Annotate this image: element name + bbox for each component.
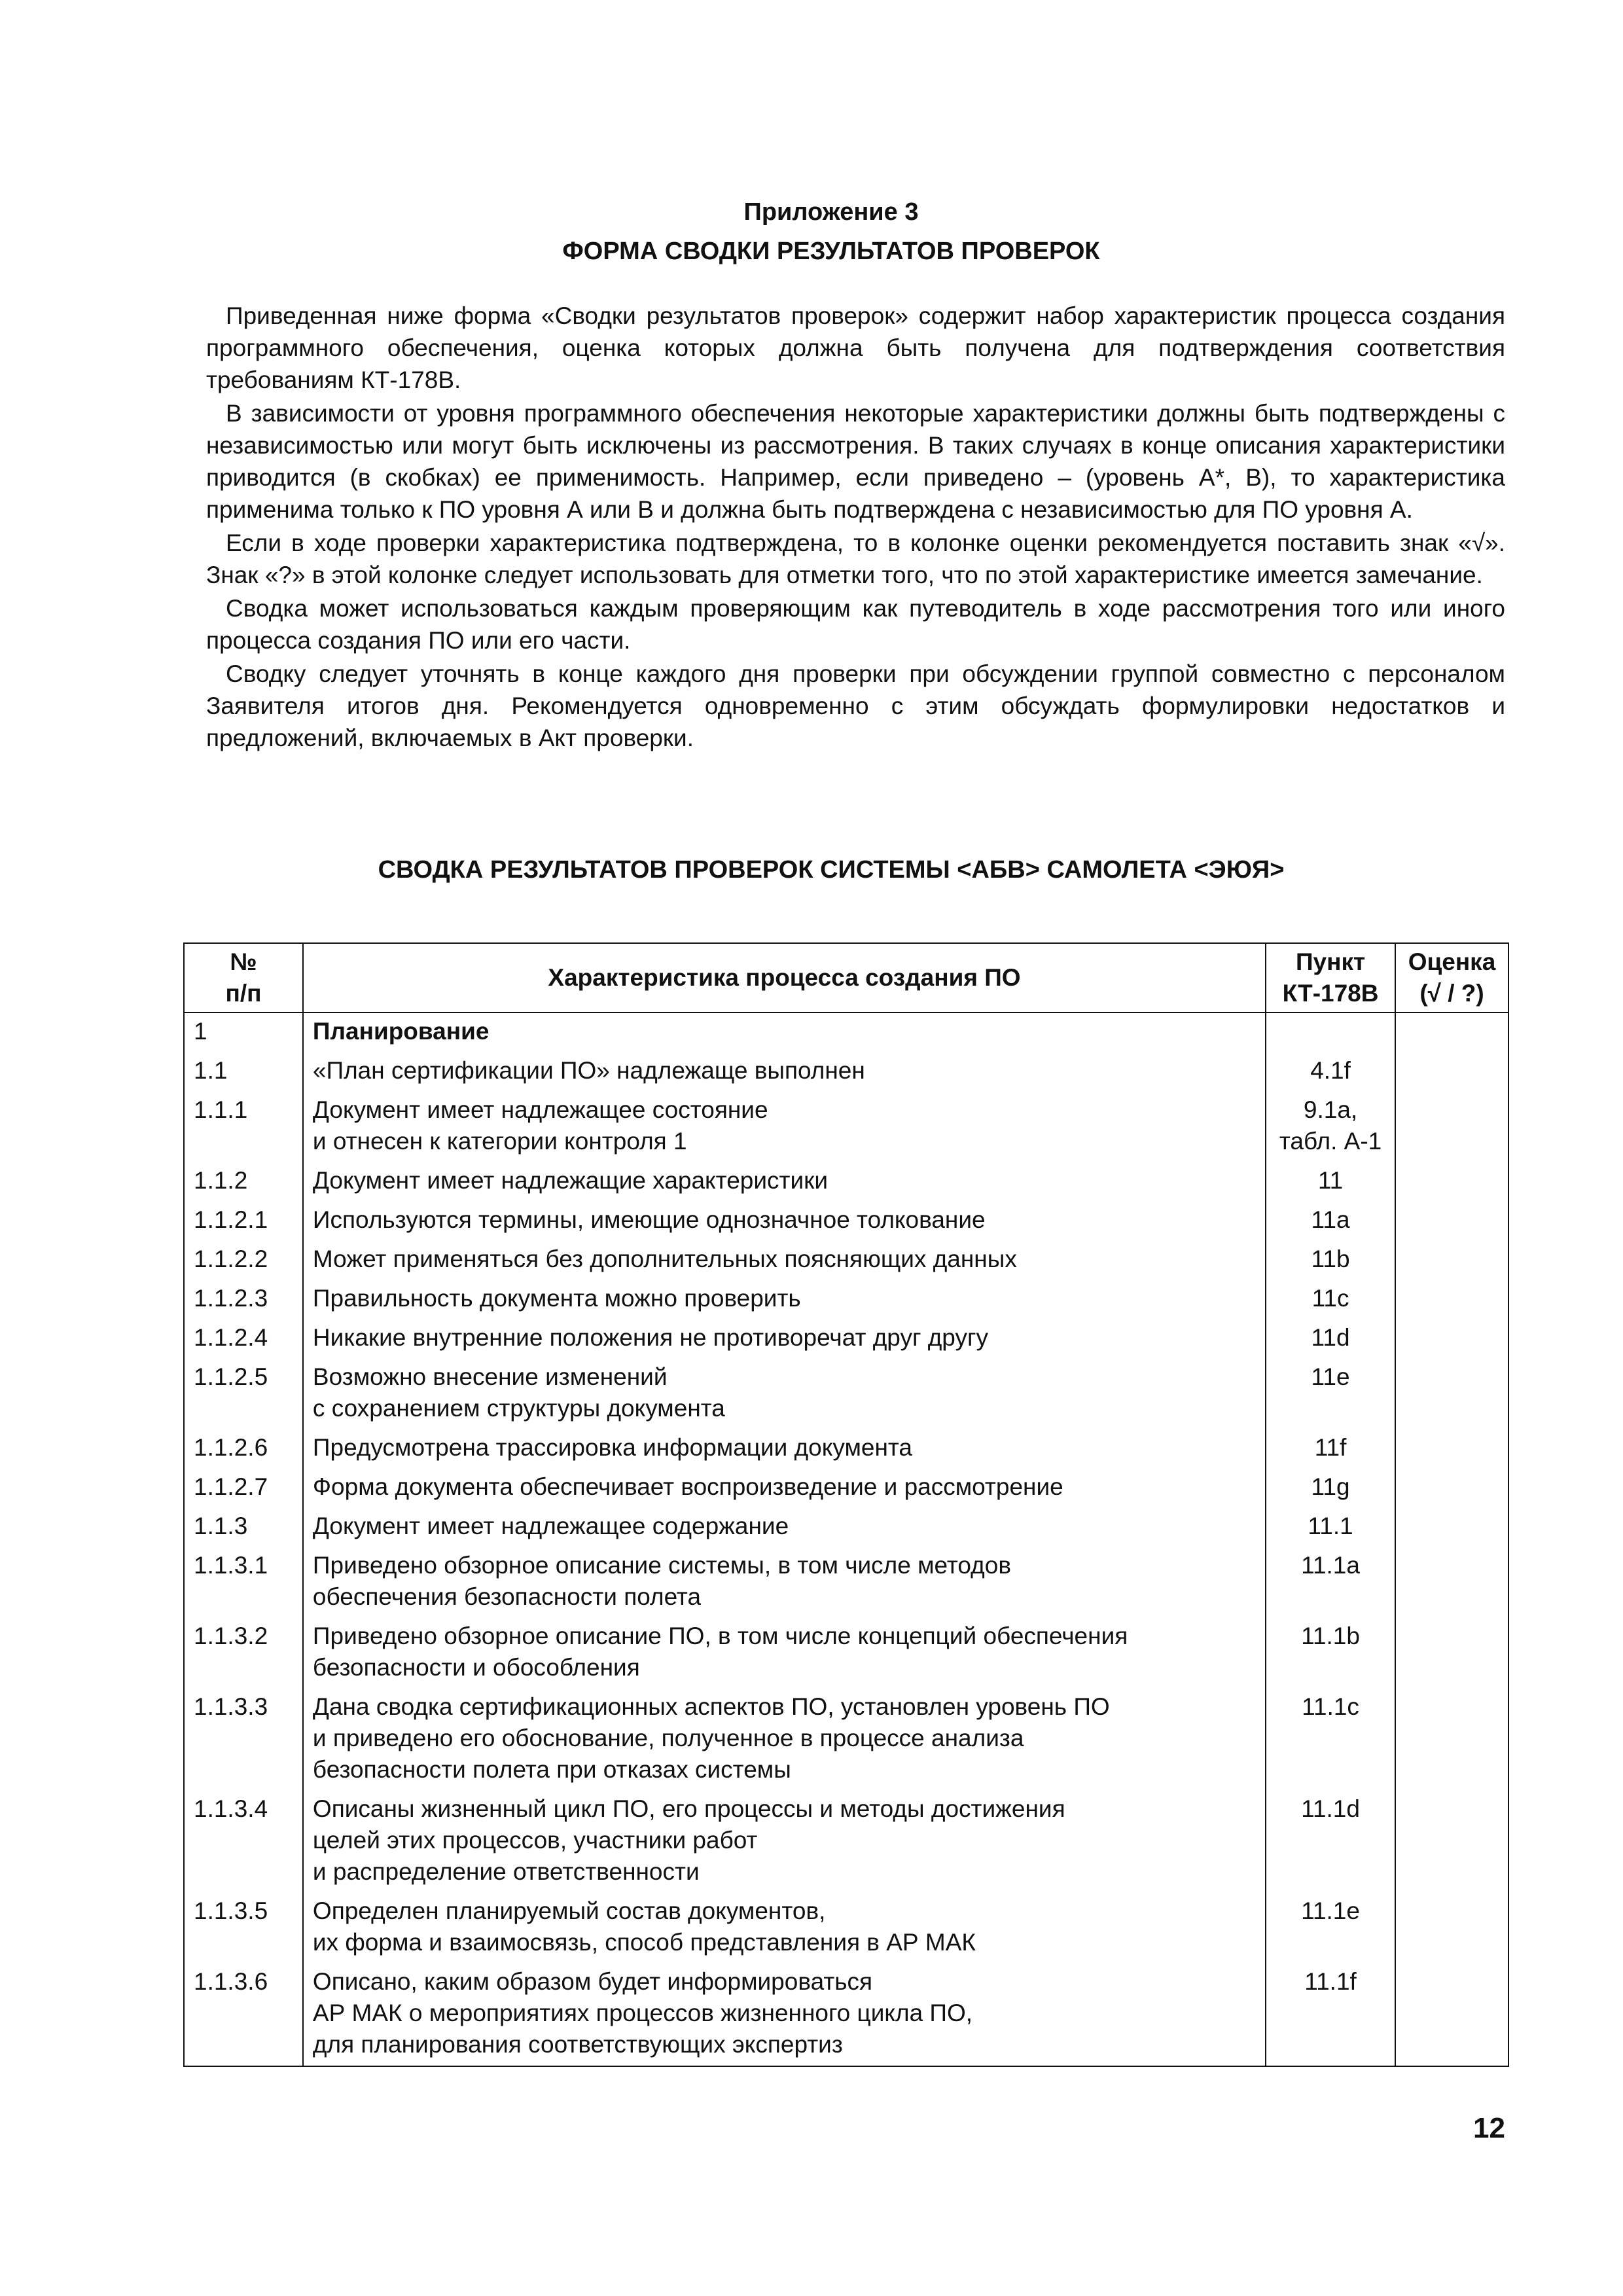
row-number: 1.1.3.2 bbox=[184, 1618, 303, 1689]
table-body bbox=[184, 1013, 1508, 2066]
header-clause: Пункт КТ-178В bbox=[1266, 943, 1395, 1013]
row-characteristic: Документ имеет надлежащее содержание bbox=[303, 1508, 1266, 1547]
row-number: 1.1.3 bbox=[184, 1508, 303, 1547]
intro-paragraph-4: Сводка может использоваться каждым проверяющим как путеводитель в ходе рассмотрения того или иного процесса создания ПО или его части. bbox=[206, 595, 1505, 654]
row-characteristic: Возможно внесение изменений с сохранением структуры документа bbox=[303, 1359, 1266, 1429]
row-evaluation bbox=[1395, 1280, 1508, 1319]
row-number: 1.1.2 bbox=[184, 1162, 303, 1202]
table-row bbox=[184, 1791, 1508, 1893]
row-evaluation bbox=[1395, 1359, 1508, 1429]
row-clause: 11a bbox=[1266, 1202, 1395, 1241]
row-evaluation bbox=[1395, 1052, 1508, 1092]
table-row bbox=[184, 1162, 1508, 1202]
row-evaluation bbox=[1395, 1241, 1508, 1280]
row-evaluation bbox=[1395, 1547, 1508, 1618]
table-header-row bbox=[184, 943, 1508, 1013]
row-clause bbox=[1266, 1013, 1395, 1052]
summary-title: СВОДКА РЕЗУЛЬТАТОВ ПРОВЕРОК СИСТЕМЫ <АБВ> САМОЛЕТА <ЭЮЯ> bbox=[378, 856, 1285, 884]
row-number: 1.1.3.1 bbox=[184, 1547, 303, 1618]
row-clause: 11.1d bbox=[1266, 1791, 1395, 1893]
table-row bbox=[184, 1893, 1508, 1964]
row-evaluation bbox=[1395, 1964, 1508, 2066]
table-row bbox=[184, 1469, 1508, 1508]
row-number: 1 bbox=[184, 1013, 303, 1052]
row-clause: 11d bbox=[1266, 1319, 1395, 1359]
row-number: 1.1.2.4 bbox=[184, 1319, 303, 1359]
page-number: 12 bbox=[1473, 2112, 1505, 2144]
row-number: 1.1.1 bbox=[184, 1092, 303, 1162]
row-number: 1.1.2.5 bbox=[184, 1359, 303, 1429]
row-number: 1.1.2.2 bbox=[184, 1241, 303, 1280]
row-clause: 11f bbox=[1266, 1429, 1395, 1469]
header-number: № п/п bbox=[184, 943, 303, 1013]
table-row bbox=[184, 1508, 1508, 1547]
table-row bbox=[184, 1202, 1508, 1241]
row-clause: 11.1c bbox=[1266, 1689, 1395, 1791]
row-characteristic: Приведено обзорное описание системы, в том числе методов обеспечения безопасности полета bbox=[303, 1547, 1266, 1618]
intro-paragraph-3: Если в ходе проверки характеристика подтверждена, то в колонке оценки рекомендуется поставить знак «√». Знак «?» в этой колонке следует использовать для отметки того, что по этой характеристике имеется замечание. bbox=[206, 529, 1505, 588]
row-evaluation bbox=[1395, 1508, 1508, 1547]
row-evaluation bbox=[1395, 1319, 1508, 1359]
row-number: 1.1.3.6 bbox=[184, 1964, 303, 2066]
table-row bbox=[184, 1319, 1508, 1359]
row-evaluation bbox=[1395, 1791, 1508, 1893]
row-evaluation bbox=[1395, 1092, 1508, 1162]
row-clause: 9.1a, табл. А-1 bbox=[1266, 1092, 1395, 1162]
row-number: 1.1.2.7 bbox=[184, 1469, 303, 1508]
row-characteristic: Используются термины, имеющие однозначное толкование bbox=[303, 1202, 1266, 1241]
row-clause: 11.1f bbox=[1266, 1964, 1395, 2066]
row-number: 1.1.3.4 bbox=[184, 1791, 303, 1893]
row-clause: 4.1f bbox=[1266, 1052, 1395, 1092]
row-clause: 11c bbox=[1266, 1280, 1395, 1319]
row-evaluation bbox=[1395, 1689, 1508, 1791]
table-row bbox=[184, 1547, 1508, 1618]
table-row bbox=[184, 1052, 1508, 1092]
row-number: 1.1 bbox=[184, 1052, 303, 1092]
intro-paragraph-2: В зависимости от уровня программного обеспечения некоторые характеристики должны быть подтверждены с независимостью или могут быть исключены из рассмотрения. В таких случаях в конце описания характеристики приводится (в скобках) ее применимость. Например, если приведено – (уровень А*, В), то характеристика применима только к ПО уровня А или В и должна быть подтверждена с независимостью для ПО уровня А. bbox=[206, 400, 1505, 523]
row-characteristic: Форма документа обеспечивает воспроизведение и рассмотрение bbox=[303, 1469, 1266, 1508]
row-characteristic: Приведено обзорное описание ПО, в том числе концепций обеспечения безопасности и обособления bbox=[303, 1618, 1266, 1689]
row-number: 1.1.3.3 bbox=[184, 1689, 303, 1791]
table-row bbox=[184, 1280, 1508, 1319]
row-characteristic: Никакие внутренние положения не противоречат друг другу bbox=[303, 1319, 1266, 1359]
row-characteristic: Может применяться без дополнительных поясняющих данных bbox=[303, 1241, 1266, 1280]
row-evaluation bbox=[1395, 1429, 1508, 1469]
appendix-title: Приложение 3 bbox=[743, 198, 919, 226]
table-row bbox=[184, 1092, 1508, 1162]
table-row bbox=[184, 1618, 1508, 1689]
row-characteristic: Предусмотрена трассировка информации документа bbox=[303, 1429, 1266, 1469]
row-number: 1.1.3.5 bbox=[184, 1893, 303, 1964]
row-clause: 11 bbox=[1266, 1162, 1395, 1202]
row-clause: 11.1e bbox=[1266, 1893, 1395, 1964]
table-row bbox=[184, 1013, 1508, 1052]
row-evaluation bbox=[1395, 1618, 1508, 1689]
row-clause: 11.1a bbox=[1266, 1547, 1395, 1618]
table-row bbox=[184, 1429, 1508, 1469]
table-row bbox=[184, 1689, 1508, 1791]
row-clause: 11.1 bbox=[1266, 1508, 1395, 1547]
row-number: 1.1.2.1 bbox=[184, 1202, 303, 1241]
table-row bbox=[184, 1241, 1508, 1280]
header-characteristic: Характеристика процесса создания ПО bbox=[303, 943, 1266, 1013]
row-characteristic: Описано, каким образом будет информироваться АР МАК о мероприятиях процессов жизненного цикла ПО, для планирования соответствующих экспертиз bbox=[303, 1964, 1266, 2066]
row-clause: 11e bbox=[1266, 1359, 1395, 1429]
row-evaluation bbox=[1395, 1469, 1508, 1508]
row-number: 1.1.2.3 bbox=[184, 1280, 303, 1319]
row-characteristic: Планирование bbox=[303, 1013, 1266, 1052]
intro-paragraph-1: Приведенная ниже форма «Сводки результатов проверок» содержит набор характеристик процесса создания программного обеспечения, оценка которых должна быть получена для подтверждения соответствия требованиям КТ-178В. bbox=[206, 302, 1505, 393]
row-evaluation bbox=[1395, 1893, 1508, 1964]
row-characteristic: Документ имеет надлежащие характеристики bbox=[303, 1162, 1266, 1202]
row-clause: 11g bbox=[1266, 1469, 1395, 1508]
intro-paragraph-5: Сводку следует уточнять в конце каждого дня проверки при обсуждении группой совместно с персоналом Заявителя итогов дня. Рекомендуется одновременно с этим обсуждать формулировки недостатков и предложений, включаемых в Акт проверки. bbox=[206, 660, 1505, 751]
row-clause: 11.1b bbox=[1266, 1618, 1395, 1689]
row-evaluation bbox=[1395, 1202, 1508, 1241]
results-table bbox=[183, 942, 1509, 2067]
row-characteristic: «План сертификации ПО» надлежаще выполнен bbox=[303, 1052, 1266, 1092]
row-characteristic: Дана сводка сертификационных аспектов ПО, установлен уровень ПО и приведено его обоснование, полученное в процессе анализа безопасности полета при отказах системы bbox=[303, 1689, 1266, 1791]
table-row bbox=[184, 1359, 1508, 1429]
row-evaluation bbox=[1395, 1162, 1508, 1202]
intro-text bbox=[206, 300, 1505, 755]
row-characteristic: Определен планируемый состав документов, их форма и взаимосвязь, способ представления в АР МАК bbox=[303, 1893, 1266, 1964]
row-characteristic: Правильность документа можно проверить bbox=[303, 1280, 1266, 1319]
row-characteristic: Описаны жизненный цикл ПО, его процессы и методы достижения целей этих процессов, участники работ и распределение ответственности bbox=[303, 1791, 1266, 1893]
row-characteristic: Документ имеет надлежащее состояние и отнесен к категории контроля 1 bbox=[303, 1092, 1266, 1162]
row-number: 1.1.2.6 bbox=[184, 1429, 303, 1469]
header-evaluation: Оценка (√ / ?) bbox=[1395, 943, 1508, 1013]
form-title: ФОРМА СВОДКИ РЕЗУЛЬТАТОВ ПРОВЕРОК bbox=[562, 238, 1100, 265]
table-row bbox=[184, 1964, 1508, 2066]
row-evaluation bbox=[1395, 1013, 1508, 1052]
row-clause: 11b bbox=[1266, 1241, 1395, 1280]
